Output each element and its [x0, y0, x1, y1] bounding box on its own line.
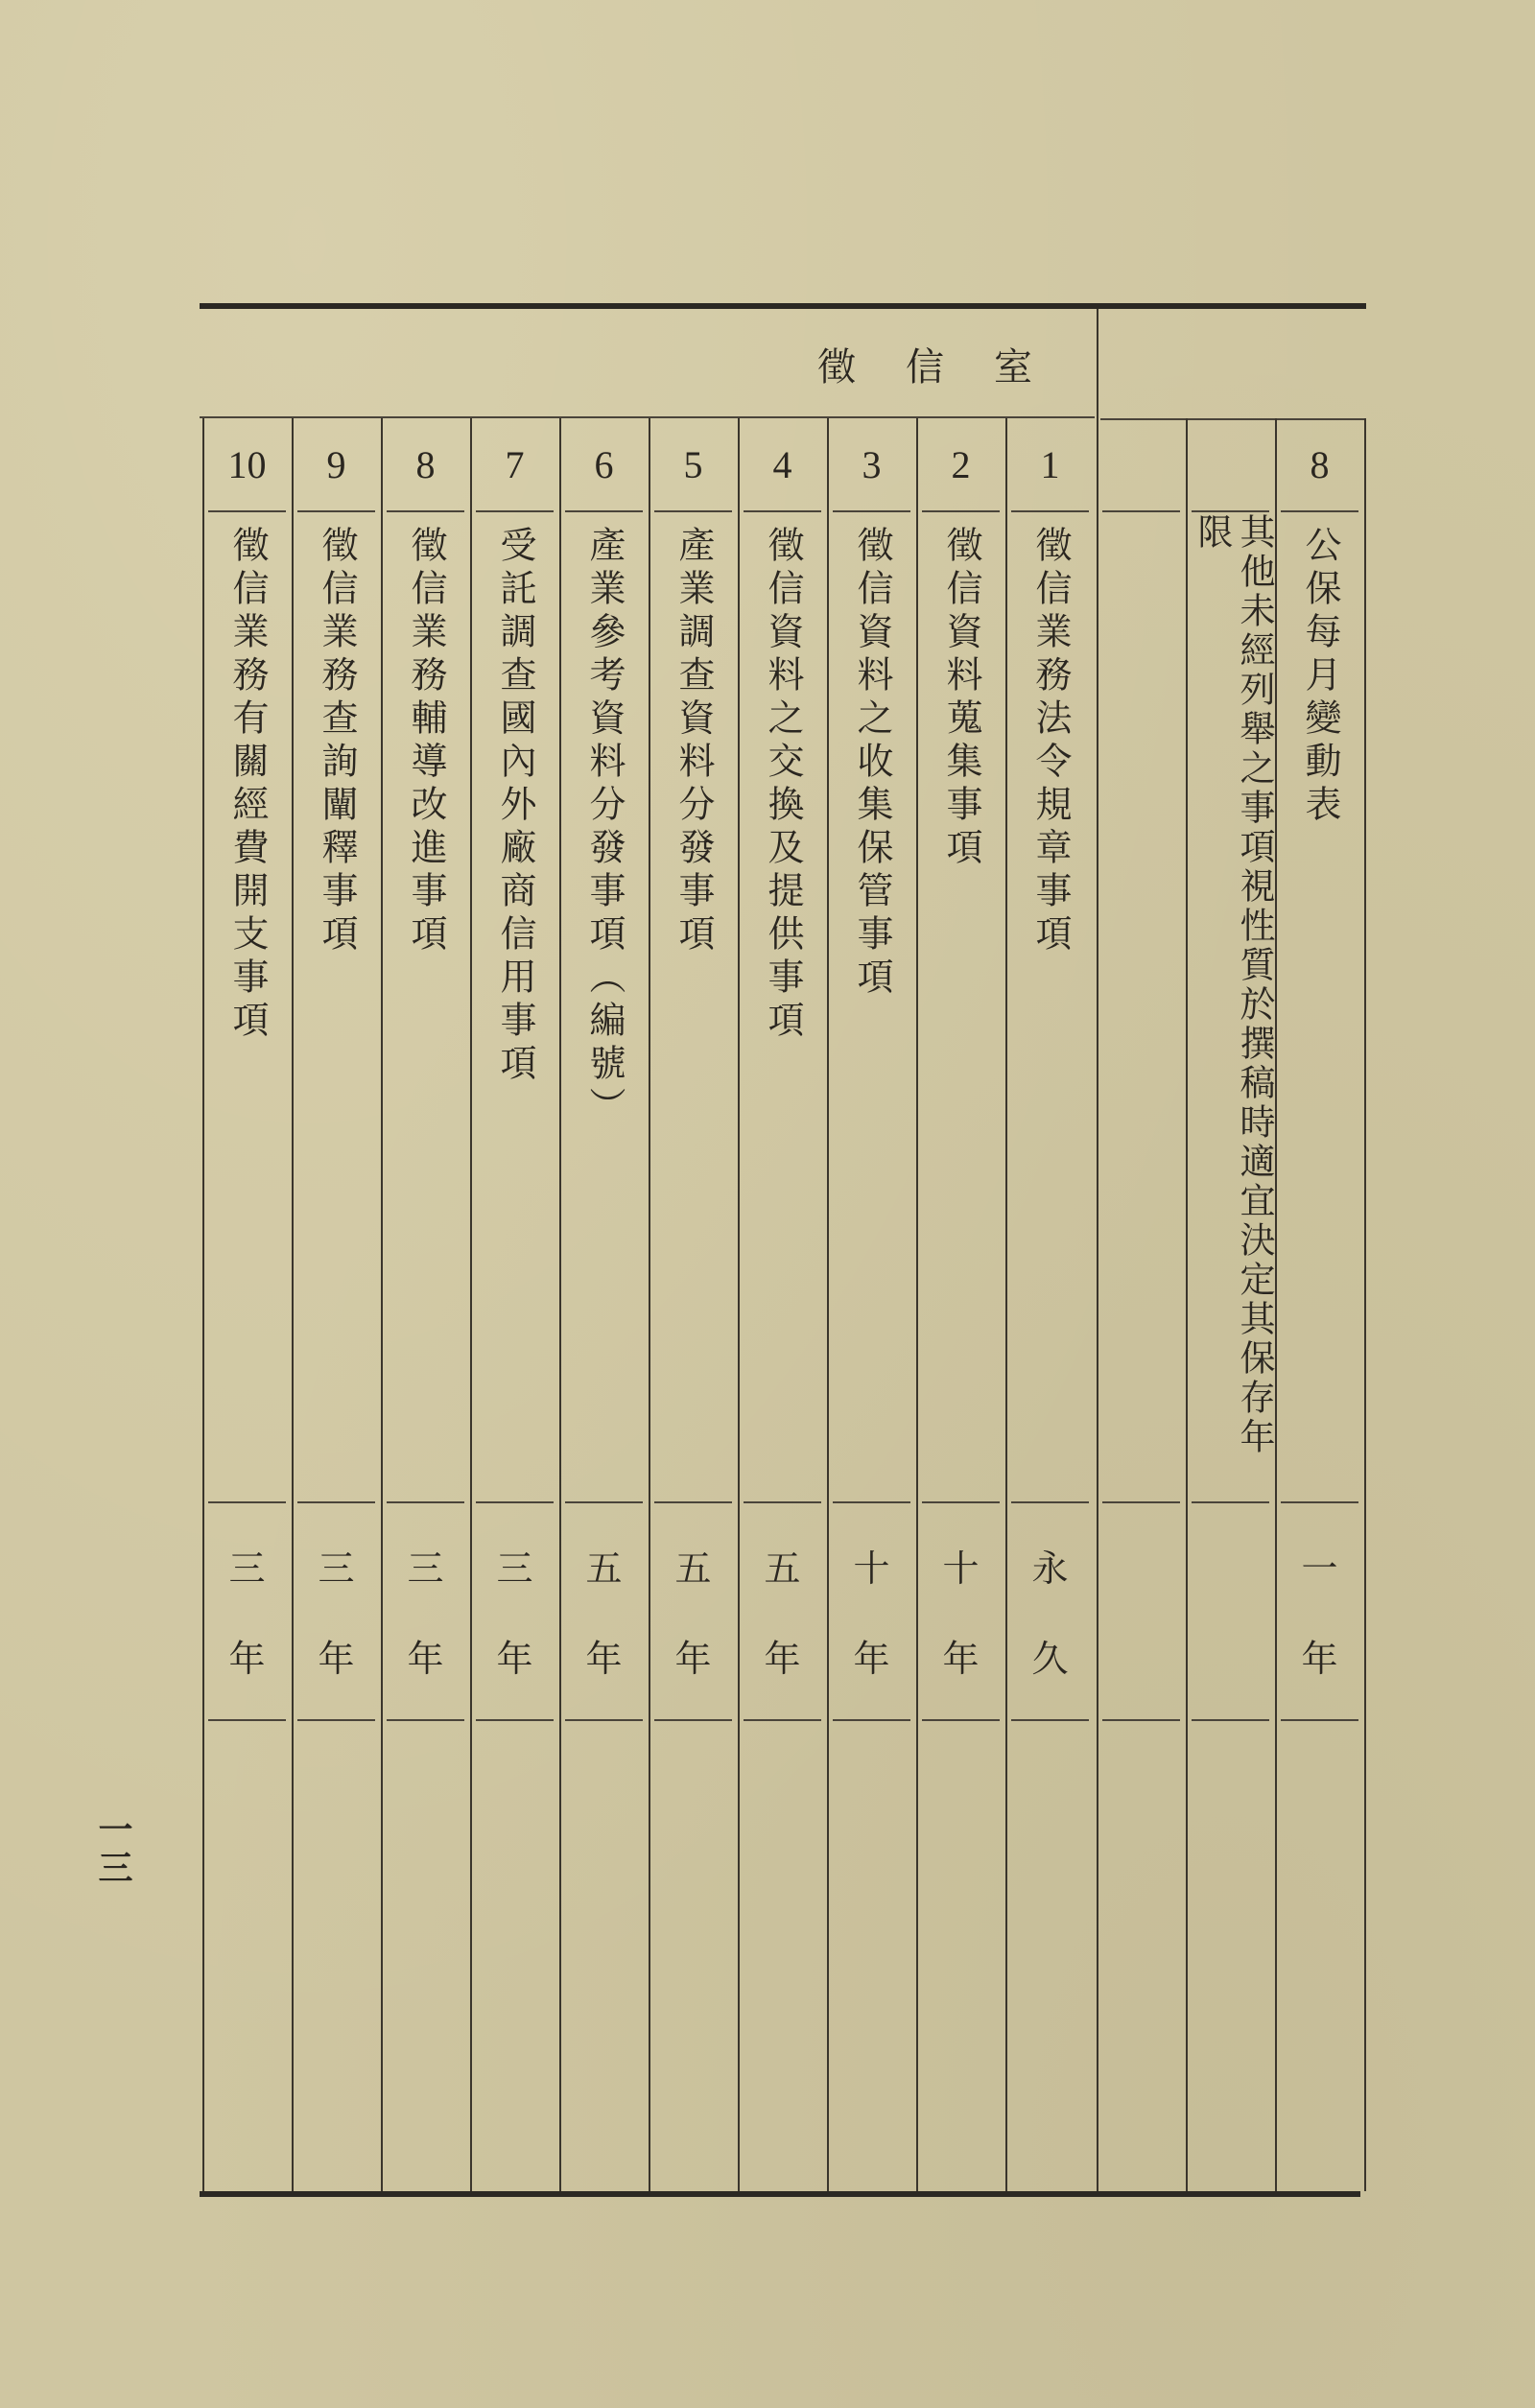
item-description: 徵信資料之收集保管事項	[851, 526, 893, 1001]
row-rule	[1281, 510, 1358, 512]
retention-period	[381, 1501, 470, 1719]
retention-value: 五	[764, 1547, 801, 1591]
item-description: 徵信業務法令規章事項	[1029, 526, 1072, 957]
row-rule	[833, 510, 910, 512]
item-number: 1	[1040, 442, 1060, 486]
row-rule	[387, 510, 464, 512]
item-number: 3	[862, 442, 882, 486]
retention-unit: 年	[496, 1637, 533, 1680]
column-rule	[1364, 418, 1366, 2191]
retention-value: 三	[228, 1547, 266, 1591]
row-rule	[1011, 510, 1089, 512]
row-rule	[922, 1719, 1000, 1721]
retention-value: 五	[585, 1547, 623, 1591]
retention-value: 十	[942, 1547, 980, 1591]
retention-period	[1097, 1501, 1186, 1719]
row-rule	[744, 510, 821, 512]
item-description: 徵信資料蒐集事項	[940, 526, 982, 871]
retention-unit: 年	[228, 1637, 266, 1680]
retention-period	[1005, 1501, 1095, 1719]
row-rule	[476, 1719, 554, 1721]
row-rule	[1192, 1719, 1269, 1721]
row-rule	[833, 1719, 910, 1721]
row-rule	[1281, 1719, 1358, 1721]
retention-period	[559, 1501, 649, 1719]
row-rule	[565, 510, 643, 512]
row-rule	[297, 510, 375, 512]
retention-value: 五	[674, 1547, 712, 1591]
retention-unit: 年	[585, 1637, 623, 1680]
section-title	[200, 309, 1082, 418]
row-rule	[1102, 510, 1180, 512]
retention-period	[827, 1501, 916, 1719]
item-number: 4	[772, 442, 792, 486]
item-description	[1097, 526, 1186, 1495]
row-rule	[1192, 510, 1269, 512]
row-rule	[744, 1719, 821, 1721]
retention-value: 十	[853, 1547, 890, 1591]
retention-value: 永	[1031, 1547, 1069, 1591]
retention-unit: 年	[1301, 1637, 1338, 1680]
retention-period	[202, 1501, 292, 1719]
retention-period	[292, 1501, 381, 1719]
item-description: 公保每月變動表	[1299, 526, 1341, 828]
retention-period	[470, 1501, 559, 1719]
item-description: 產業參考資料分發事項︵編號︶	[583, 526, 626, 1130]
retention-period	[649, 1501, 738, 1719]
item-number: 2	[951, 442, 971, 486]
retention-unit: 年	[407, 1637, 444, 1680]
item-description: 產業調查資料分發事項	[673, 526, 715, 957]
retention-unit: 年	[764, 1637, 801, 1680]
note-text: 其他未經列舉之事項視性質於撰稿時適宜決定其保存年限	[1192, 513, 1275, 1457]
retention-period	[1186, 1501, 1275, 1719]
item-number	[1097, 418, 1186, 510]
retention-period	[738, 1501, 827, 1719]
item-description: 徵信業務輔導改進事項	[405, 526, 447, 957]
retention-period	[1275, 1501, 1364, 1719]
retention-unit: 年	[942, 1637, 980, 1680]
row-rule	[476, 510, 554, 512]
retention-value: 一	[1301, 1547, 1338, 1591]
page-number: 一三	[93, 1811, 133, 1888]
retention-unit: 年	[318, 1637, 355, 1680]
bottom-rule	[200, 2191, 1360, 2197]
row-rule	[654, 510, 732, 512]
item-description: 徵信資料之交換及提供事項	[762, 526, 804, 1044]
item-number: 9	[326, 442, 346, 486]
row-rule	[387, 1719, 464, 1721]
row-rule	[1102, 1719, 1180, 1721]
item-number: 6	[594, 442, 614, 486]
retention-value: 三	[407, 1547, 444, 1591]
item-number: 5	[683, 442, 703, 486]
row-rule	[654, 1719, 732, 1721]
row-rule	[922, 510, 1000, 512]
row-rule	[565, 1719, 643, 1721]
row-rule	[208, 1719, 286, 1721]
item-number	[1186, 418, 1275, 510]
row-rule	[208, 510, 286, 512]
retention-unit: 年	[853, 1637, 890, 1680]
item-description: 徵信業務查詢闡釋事項	[316, 526, 358, 957]
retention-unit: 久	[1031, 1637, 1069, 1680]
item-description: 徵信業務有關經費開支事項	[226, 526, 269, 1044]
retention-value: 三	[318, 1547, 355, 1591]
row-rule	[297, 1719, 375, 1721]
retention-unit: 年	[674, 1637, 712, 1680]
retention-period	[916, 1501, 1005, 1719]
section-title-text: 徵信室	[817, 344, 1082, 390]
item-description: 受託調查國內外廠商信用事項	[494, 526, 536, 1087]
item-number: 8	[1310, 442, 1330, 486]
item-number: 7	[505, 442, 525, 486]
item-number: 10	[227, 442, 267, 486]
retention-value: 三	[496, 1547, 533, 1591]
item-number: 8	[415, 442, 436, 486]
row-rule	[1011, 1719, 1089, 1721]
